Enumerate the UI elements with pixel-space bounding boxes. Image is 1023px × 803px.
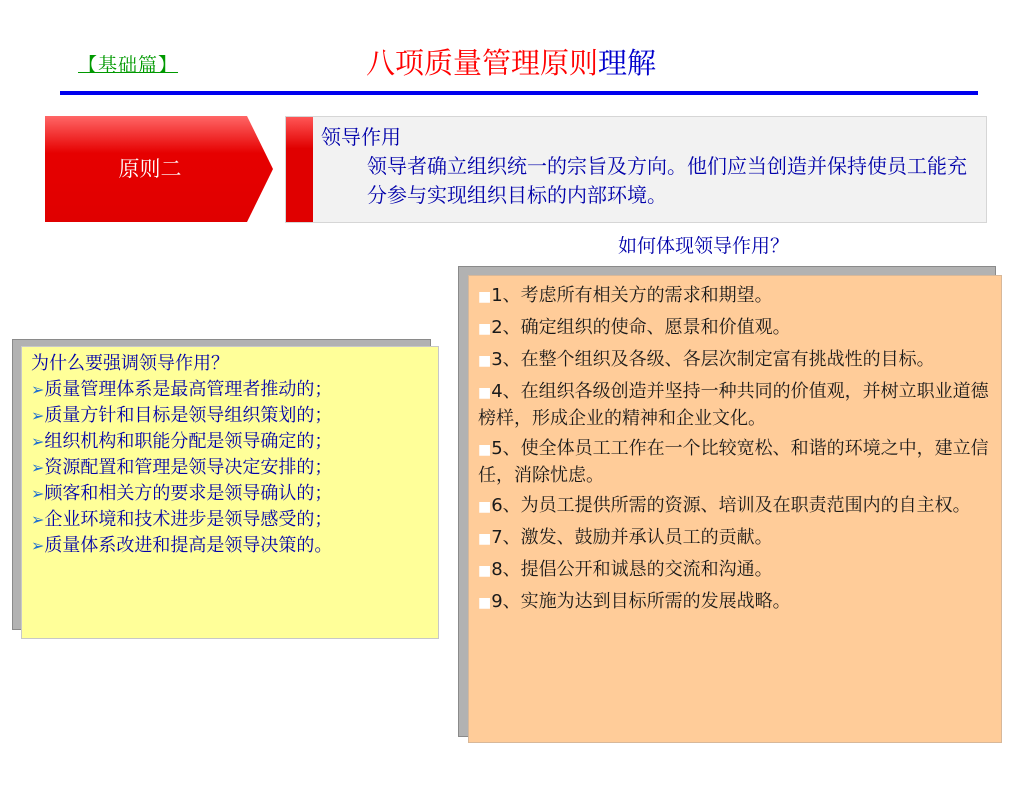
square-bullet-icon: ■ xyxy=(478,595,492,611)
why-item-text: 顾客和相关方的要求是领导确认的； xyxy=(44,483,333,504)
why-item xyxy=(31,455,438,481)
arrow-bullet-icon: ➢ xyxy=(31,458,45,477)
why-list xyxy=(31,377,438,559)
why-item xyxy=(31,377,438,403)
why-item-text: 质量方针和目标是领导组织策划的； xyxy=(44,405,333,426)
how-item xyxy=(478,436,989,488)
page-title xyxy=(366,41,656,82)
why-item-text: 质量管理体系是最高管理者推动的； xyxy=(44,379,333,400)
why-item xyxy=(31,429,438,455)
why-item xyxy=(31,533,438,559)
how-item xyxy=(478,525,989,552)
square-bullet-icon: ■ xyxy=(478,531,492,547)
square-bullet-icon: ■ xyxy=(478,442,492,458)
arrow-bullet-icon: ➢ xyxy=(31,536,45,555)
square-bullet-icon: ■ xyxy=(478,385,492,401)
how-item-text: 3、在整个组织及各级、各层次制定富有挑战性的目标。 xyxy=(491,349,935,370)
principle-heading: 领导作用 xyxy=(321,125,401,149)
arrow-bullet-icon: ➢ xyxy=(31,380,45,399)
arrow-bullet-icon: ➢ xyxy=(31,484,45,503)
why-panel xyxy=(21,346,439,639)
why-item xyxy=(31,403,438,429)
how-panel xyxy=(468,275,1002,743)
title-blue-part: 理解 xyxy=(598,46,657,80)
how-list xyxy=(478,283,989,616)
how-item xyxy=(478,589,989,616)
square-bullet-icon: ■ xyxy=(478,499,492,515)
square-bullet-icon: ■ xyxy=(478,321,492,337)
why-item xyxy=(31,507,438,533)
arrow-bullet-icon: ➢ xyxy=(31,406,45,425)
title-underline xyxy=(60,91,978,95)
principle-description-box xyxy=(285,116,987,223)
how-item xyxy=(478,315,989,342)
how-item-text: 1、考虑所有相关方的需求和期望。 xyxy=(491,285,773,306)
why-item xyxy=(31,481,438,507)
how-item-text: 6、为员工提供所需的资源、培训及在职责范围内的自主权。 xyxy=(491,495,971,516)
how-item-text: 2、确定组织的使命、愿景和价值观。 xyxy=(491,317,791,338)
square-bullet-icon: ■ xyxy=(478,563,492,579)
how-item-text: 8、提倡公开和诚恳的交流和沟通。 xyxy=(491,559,773,580)
how-item xyxy=(478,347,989,374)
title-red-part: 八项质量管理原则 xyxy=(366,46,599,80)
principle-text xyxy=(321,123,983,210)
how-item-text: 7、激发、鼓励并承认员工的贡献。 xyxy=(491,527,773,548)
why-item-text: 企业环境和技术进步是领导感受的； xyxy=(44,509,333,530)
principle-description: 领导者确立组织统一的宗旨及方向。他们应当创造并保持使员工能充分参与实现组织目标的内部环境。 xyxy=(367,154,967,207)
arrow-bullet-icon: ➢ xyxy=(31,510,45,529)
arrow-bullet-icon: ➢ xyxy=(31,432,45,451)
why-item-text: 资源配置和管理是领导决定安排的； xyxy=(44,457,333,478)
how-item-text: 5、使全体员工工作在一个比较宽松、和谐的环境之中，建立信任，消除忧虑。 xyxy=(478,438,989,486)
why-heading: 为什么要强调领导作用？ xyxy=(31,353,229,374)
why-item-text: 组织机构和职能分配是领导确定的； xyxy=(44,431,333,452)
principle-label: 原则二 xyxy=(118,157,182,181)
square-bullet-icon: ■ xyxy=(478,353,492,369)
how-item xyxy=(478,379,989,431)
principle-accent-bar xyxy=(286,117,313,222)
how-item xyxy=(478,557,989,584)
how-item xyxy=(478,283,989,310)
how-question: 如何体现领导作用？ xyxy=(618,235,790,257)
how-item-text: 4、在组织各级创造并坚持一种共同的价值观，并树立职业道德榜样，形成企业的精神和企业文化。 xyxy=(478,381,989,429)
why-item-text: 质量体系改进和提高是领导决策的。 xyxy=(44,535,333,556)
square-bullet-icon: ■ xyxy=(478,289,492,305)
how-item xyxy=(478,493,989,520)
how-item-text: 9、实施为达到目标所需的发展战略。 xyxy=(491,591,791,612)
section-tag: 【基础篇】 xyxy=(78,54,179,76)
